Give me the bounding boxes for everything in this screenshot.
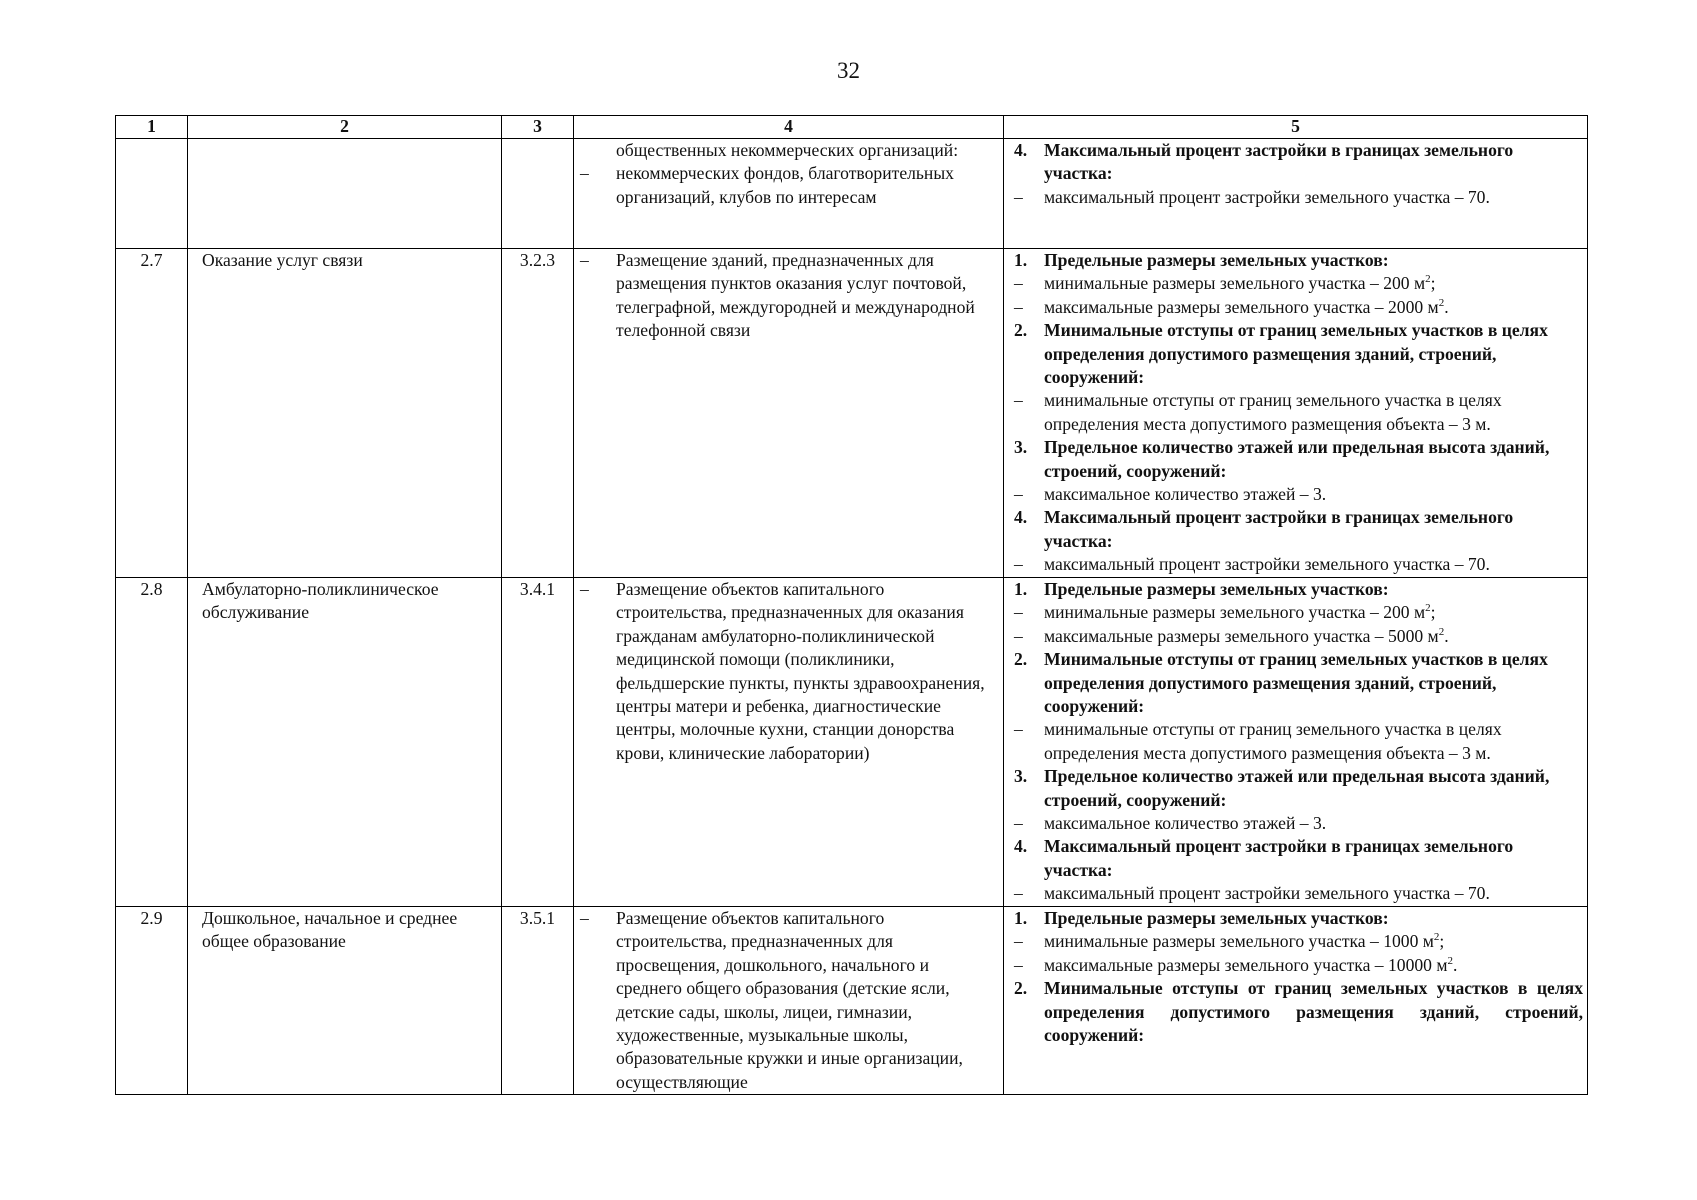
zoning-table <box>115 115 1588 1095</box>
list-item <box>1014 272 1583 295</box>
header-col-5: 5 <box>1004 116 1588 139</box>
list-text: Минимальные отступы от границ земельных участков в целях определения допустимого размещения зданий, строений, сооружений: <box>1044 320 1548 388</box>
list-marker: – <box>1014 813 1023 834</box>
list-marker: – <box>1014 625 1023 646</box>
list-item <box>1014 436 1583 483</box>
list-text: Предельные размеры земельных участков: <box>1044 908 1389 928</box>
list-marker: 1. <box>1014 908 1028 928</box>
list-marker: 3. <box>1014 437 1028 458</box>
list-marker: 3. <box>1014 766 1028 787</box>
use-name-cell: Амбулаторно-поликлиническое обслуживание <box>188 578 502 907</box>
list-marker: 2. <box>1014 649 1028 670</box>
page-number: 32 <box>837 58 860 83</box>
use-code-cell: 3.2.3 <box>502 249 574 578</box>
list-text: максимальный процент застройки земельного участка – 70. <box>1044 883 1490 904</box>
list-marker: – <box>1014 296 1023 317</box>
list-item <box>1014 389 1583 436</box>
list-marker: – <box>1014 954 1023 975</box>
list-item <box>1014 907 1583 930</box>
list-item <box>1014 882 1583 905</box>
parameters-cell <box>1004 907 1588 1095</box>
list-marker: – <box>580 579 589 599</box>
list-item <box>1014 648 1583 718</box>
list-marker: – <box>1014 883 1023 904</box>
list-text: минимальные отступы от границ земельного участка в целях определения места допустимого размещения объекта – 3 м. <box>1044 390 1502 434</box>
list-marker <box>580 139 616 162</box>
list-marker: – <box>1014 554 1023 575</box>
list-item <box>1014 139 1583 186</box>
list-text: Максимальный процент застройки в границах земельного участка: <box>1044 836 1514 880</box>
list-item <box>1014 954 1583 977</box>
list-item <box>1014 186 1583 209</box>
list-marker: 4. <box>1014 836 1028 857</box>
list-marker: – <box>1014 186 1023 207</box>
use-description-cell <box>574 249 1004 578</box>
table-row <box>116 907 1588 1095</box>
list-text: Максимальный процент застройки в границах земельного участка: <box>1044 507 1514 551</box>
list-text: максимальные размеры земельного участка – 10000 $м^2$. <box>1044 954 1458 975</box>
list-item <box>1014 835 1583 882</box>
list-text: минимальные размеры земельного участка – 200 $м^2$; <box>1044 273 1436 294</box>
list-item <box>1014 625 1583 648</box>
list-item <box>580 907 997 1094</box>
list-marker: 2. <box>1014 978 1028 999</box>
use-description-cell <box>574 578 1004 907</box>
row-number-cell <box>116 139 188 249</box>
list-item <box>1014 483 1583 506</box>
list-marker: 1. <box>1014 250 1028 270</box>
list-text: максимальное количество этажей – 3. <box>1044 813 1327 834</box>
list-text: Предельные размеры земельных участков: <box>1044 250 1389 270</box>
header-col-1: 1 <box>116 116 188 139</box>
list-marker: 2. <box>1014 320 1028 341</box>
parameters-cell <box>1004 578 1588 907</box>
list-text: Размещение объектов капитального строительства, предназначенных для оказания гражданам амбулаторно-поликлинической медицинской помощи (поликлиники, фельдшерские пункты, пункты здравоохранения, центры матери и ребенка, диагностические центры, молочные кухни, станции донорства крови, клинические лаборатории) <box>616 579 985 763</box>
table-row <box>116 578 1588 907</box>
list-item <box>580 139 997 162</box>
list-text: Предельные размеры земельных участков: <box>1044 579 1389 599</box>
use-name-cell: Оказание услуг связи <box>188 249 502 578</box>
use-description-cell <box>574 907 1004 1095</box>
list-text: Предельное количество этажей или предельная высота зданий, строений, сооружений: <box>1044 437 1550 481</box>
list-item <box>1014 765 1583 812</box>
row-number-cell: 2.9 <box>116 907 188 1095</box>
list-marker: – <box>1014 390 1023 411</box>
list-marker: – <box>580 908 589 928</box>
row-number-cell: 2.8 <box>116 578 188 907</box>
list-marker: – <box>1014 931 1023 952</box>
superscript: 2 <box>1438 625 1445 638</box>
parameters-cell <box>1004 249 1588 578</box>
list-item <box>1014 506 1583 553</box>
list-marker: – <box>1014 273 1023 294</box>
list-marker: – <box>580 163 589 184</box>
list-text: Минимальные отступы от границ земельных участков в целях определения допустимого размещения зданий, строений, сооружений: <box>1044 649 1548 717</box>
list-text: максимальные размеры земельного участка – 5000 $м^2$. <box>1044 625 1449 646</box>
list-item <box>1014 296 1583 319</box>
list-item <box>1014 578 1583 601</box>
list-item <box>1014 977 1583 1047</box>
superscript: 2 <box>1425 602 1431 615</box>
superscript: 2 <box>1438 296 1445 309</box>
list-marker: – <box>1014 484 1023 505</box>
list-text: Минимальные отступы от границ земельных участков в целях определения допустимого размещения зданий, строений, сооружений: <box>1044 978 1583 1046</box>
table-row <box>116 139 1588 249</box>
list-item <box>1014 812 1583 835</box>
list-item <box>1014 601 1583 624</box>
list-item <box>580 578 997 765</box>
list-marker: – <box>1014 719 1023 740</box>
parameters-cell <box>1004 139 1588 249</box>
use-code-cell <box>502 139 574 249</box>
use-code-cell: 3.4.1 <box>502 578 574 907</box>
list-marker: 4. <box>1014 140 1028 160</box>
header-col-2: 2 <box>188 116 502 139</box>
list-marker: – <box>1014 602 1023 623</box>
list-text: максимальное количество этажей – 3. <box>1044 484 1327 505</box>
list-item <box>580 162 997 209</box>
table-header-row <box>116 116 1588 139</box>
list-item <box>1014 249 1583 272</box>
list-marker: 4. <box>1014 507 1028 528</box>
use-code-cell: 3.5.1 <box>502 907 574 1095</box>
header-col-3: 3 <box>502 116 574 139</box>
list-item <box>1014 718 1583 765</box>
list-text: максимальный процент застройки земельного участка – 70. <box>1044 554 1490 575</box>
list-text: минимальные отступы от границ земельного участка в целях определения места допустимого размещения объекта – 3 м. <box>1044 719 1502 763</box>
list-item <box>580 249 997 343</box>
superscript: 2 <box>1425 273 1431 286</box>
use-description-cell <box>574 139 1004 249</box>
superscript: 2 <box>1447 954 1453 967</box>
list-text: некоммерческих фондов, благотворительных организаций, клубов по интересам <box>616 163 954 207</box>
list-marker: – <box>580 250 589 270</box>
list-text: Предельное количество этажей или предельная высота зданий, строений, сооружений: <box>1044 766 1550 810</box>
list-text: общественных некоммерческих организаций: <box>616 140 959 160</box>
list-text: максимальный процент застройки земельного участка – 70. <box>1044 186 1490 207</box>
use-name-cell <box>188 139 502 249</box>
list-text: Размещение объектов капитального строительства, предназначенных для просвещения, дошкольного, начального и среднего общего образования (детские ясли, детские сады, школы, лицеи, гимназии, художественные, музыкальные школы, образовательные кружки и иные организации, осуществляющие <box>616 908 963 1092</box>
list-text: минимальные размеры земельного участка – 1000 $м^2$; <box>1044 931 1445 952</box>
row-number-cell: 2.7 <box>116 249 188 578</box>
list-item <box>1014 319 1583 389</box>
list-text: максимальные размеры земельного участка – 2000 $м^2$. <box>1044 296 1449 317</box>
list-marker: 1. <box>1014 579 1028 599</box>
header-col-4: 4 <box>574 116 1004 139</box>
table-row <box>116 249 1588 578</box>
list-text: минимальные размеры земельного участка – 200 $м^2$; <box>1044 602 1436 623</box>
list-text: Максимальный процент застройки в границах земельного участка: <box>1044 140 1514 184</box>
list-item <box>1014 553 1583 576</box>
superscript: 2 <box>1433 931 1440 944</box>
list-item <box>1014 930 1583 953</box>
use-name-cell: Дошкольное, начальное и среднее общее образование <box>188 907 502 1095</box>
list-text: Размещение зданий, предназначенных для размещения пунктов оказания услуг почтовой, телеграфной, междугородней и международной телефонной связи <box>616 250 975 341</box>
